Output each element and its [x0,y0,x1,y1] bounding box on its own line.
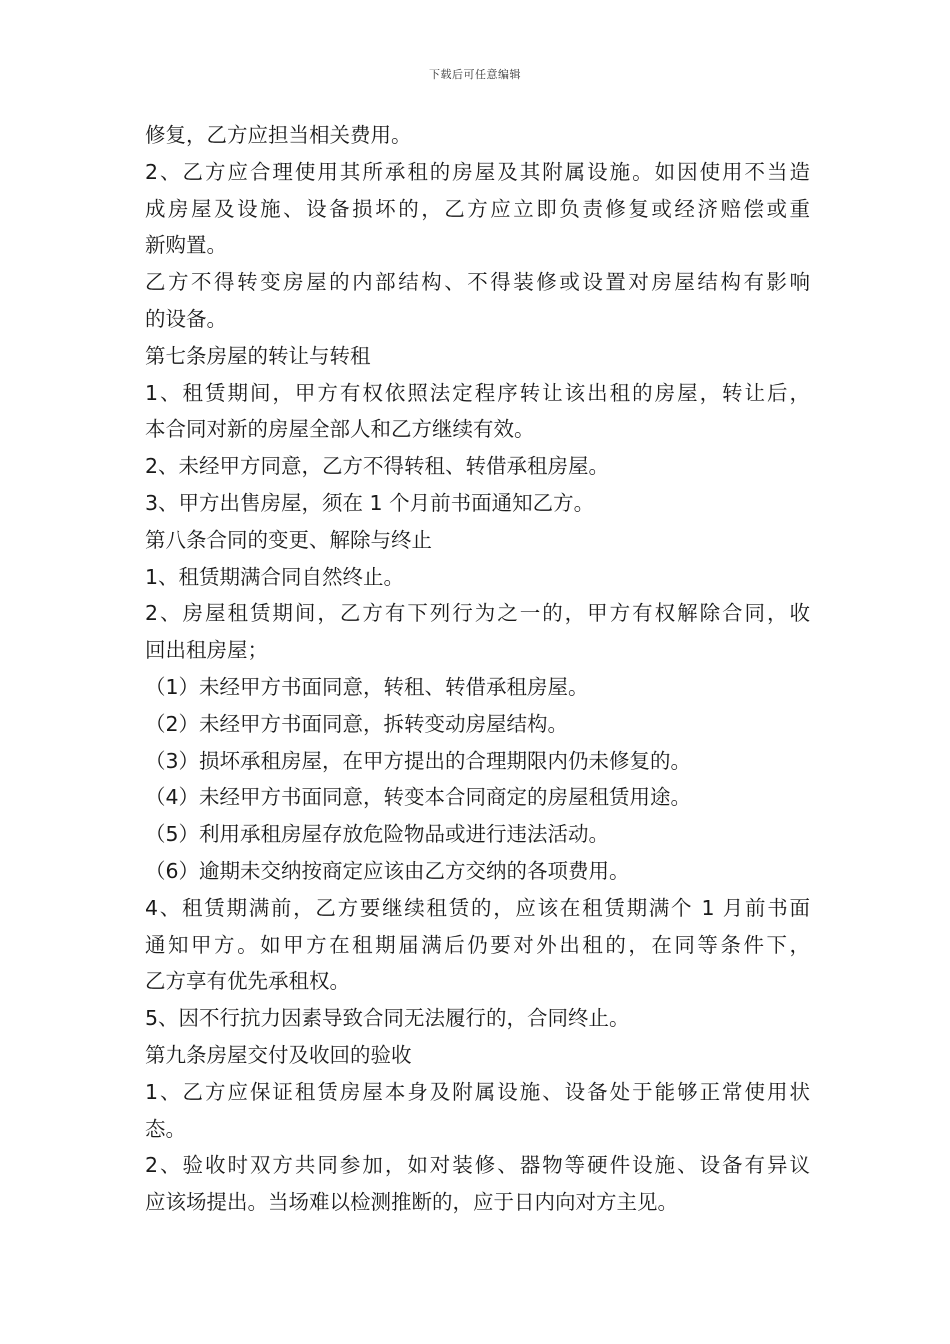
text-line: 1、乙方应保证租赁房屋本身及附属设施、设备处于能够正常使用状 [145,1079,810,1104]
text-line: 乙方享有优先承租权。 [145,969,350,994]
text-line: （6）逾期未交纳按商定应该由乙方交纳的各项费用。 [145,858,630,883]
text-line: 2、验收时双方共同参加，如对装修、器物等硬件设施、设备有异议 [145,1153,810,1178]
text-line: （3）损坏承租房屋，在甲方提出的合理期限内仍未修复的。 [145,748,692,773]
text-line: 2、乙方应合理使用其所承租的房屋及其附属设施。如因使用不当造 [145,159,810,184]
text-line: 通知甲方。如甲方在租期届满后仍要对外出租的，在同等条件下， [145,932,810,957]
text-line: 1、租赁期满合同自然终止。 [145,564,405,589]
text-line: 本合同对新的房屋全部人和乙方继续有效。 [145,417,535,442]
text-line: 乙方不得转变房屋的内部结构、不得装修或设置对房屋结构有影响 [145,270,810,295]
text-line: 第八条合同的变更、解除与终止 [145,527,432,552]
text-line: 2、房屋租赁期间，乙方有下列行为之一的，甲方有权解除合同，收 [145,601,810,626]
text-line: 5、因不行抗力因素导致合同无法履行的，合同终止。 [145,1006,630,1031]
text-line: 2、未经甲方同意，乙方不得转租、转借承租房屋。 [145,454,610,479]
text-line: （5）利用承租房屋存放危险物品或进行违法活动。 [145,822,610,847]
text-line: 应该场提出。当场难以检测推断的，应于日内向对方主见。 [145,1190,678,1215]
text-line: 第九条房屋交付及收回的验收 [145,1042,412,1067]
text-line: （2）未经甲方书面同意，拆转变动房屋结构。 [145,711,569,736]
text-line: 新购置。 [145,233,227,258]
text-line: 回出租房屋； [145,638,268,663]
text-line: 态。 [145,1116,186,1141]
text-line: （1）未经甲方书面同意，转租、转借承租房屋。 [145,674,589,699]
text-line: 第七条房屋的转让与转租 [145,343,371,368]
text-line: （4）未经甲方书面同意，转变本合同商定的房屋租赁用途。 [145,785,692,810]
text-line: 修复，乙方应担当相关费用。 [145,123,412,147]
page-header: 下载后可任意编辑 [429,68,521,81]
text-line: 的设备。 [145,306,227,331]
text-line: 3、甲方出售房屋，须在 1 个月前书面通知乙方。 [145,490,595,515]
text-line: 成房屋及设施、设备损坏的，乙方应立即负责修复或经济赔偿或重 [145,196,810,221]
document-body [145,117,810,1221]
text-line: 4、租赁期满前，乙方要继续租赁的，应该在租赁期满个 1 月前书面 [145,895,810,920]
text-line: 1、租赁期间，甲方有权依照法定程序转让该出租的房屋，转让后， [145,380,810,405]
